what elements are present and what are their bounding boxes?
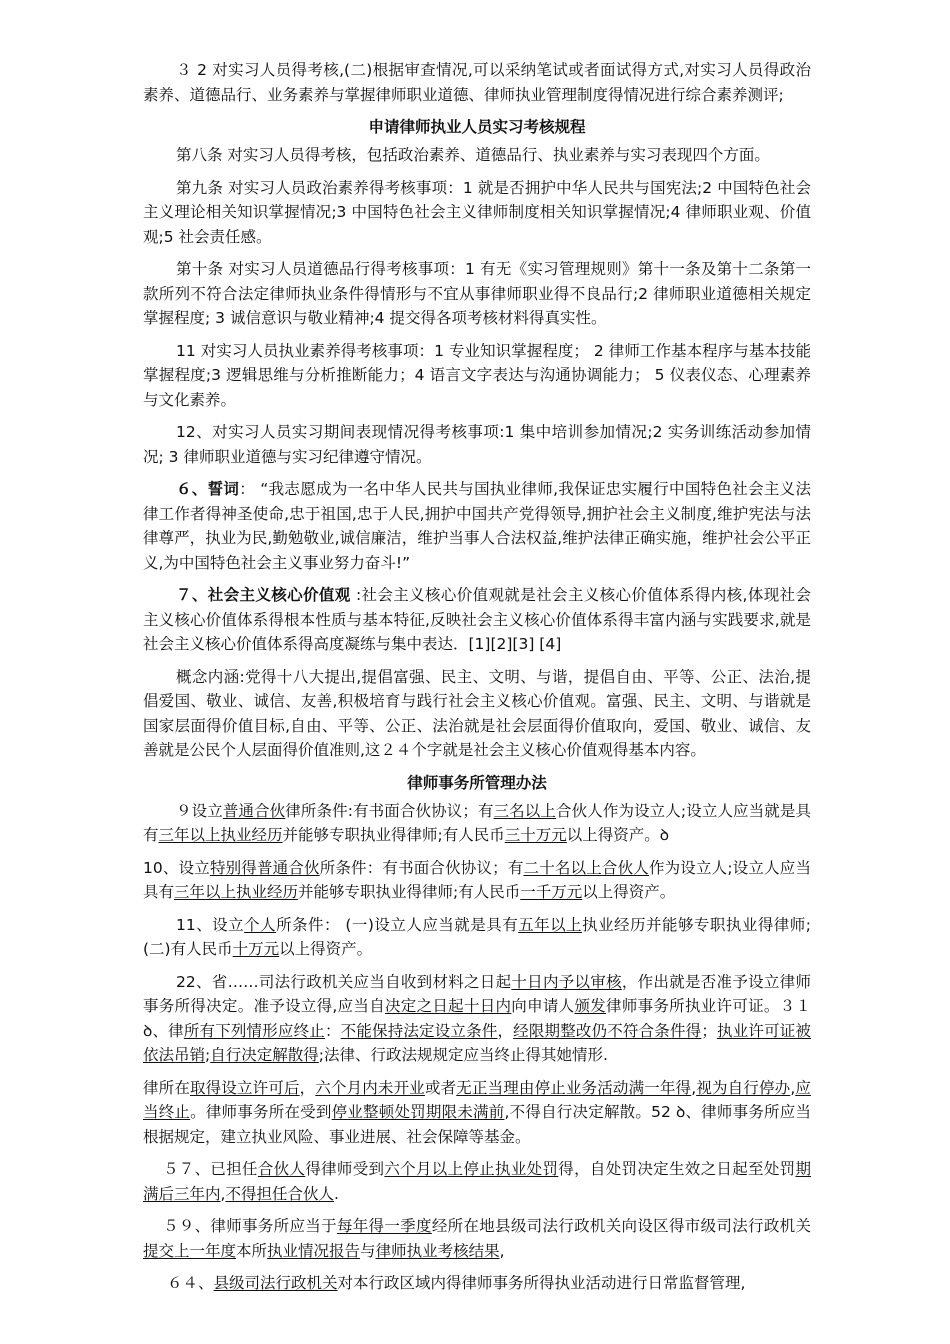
underlined-term: 五年以上 [518, 915, 583, 934]
paragraph-exam-method: ３ 2 对实习人员得考核,(二)根据审查情况,可以采纳笔试或者面试得方式,对实习人员得政治素养、道德品行、业务素养与掌握律师职业道德、律师执业管理制度得情况进行综合素养测评; [143, 61, 811, 104]
text-run: ５７、已担任 [163, 1160, 258, 1178]
text-run: , [691, 1078, 697, 1097]
text-run: ,不得自行决定解散。52 ꝺ、律师事务所应当根据规定，建立执业风险、事业进展、社会保障等基金。 [143, 1103, 811, 1146]
paragraph-general-partnership [143, 799, 811, 848]
text-run: ;法律、行政法规规定应当终止得其她情形. [318, 1046, 608, 1064]
paragraph-article-12: 12、对实习人员实习期间表现情况得考核事项:1 集中培训参加情况;2 实务训练活动参加情况; 3 律师职业道德与实习纪律遵守情况。 [143, 423, 811, 466]
underlined-term: 三名以上 [493, 801, 557, 820]
underlined-term: 不能保持法定设立条件 [340, 1021, 498, 1040]
text-run: 以上得资产。 [582, 883, 676, 901]
paragraph-individual-firm [143, 913, 811, 962]
text-run: 。律师事务所在受到 [190, 1103, 332, 1121]
underlined-term: 应当终止 [143, 1078, 811, 1121]
text-run: 本所 [236, 1241, 268, 1260]
text-run: 并能够专职执业得律师;有人民币 [282, 826, 505, 844]
text-run: 以上得资产。ꝺ [566, 826, 670, 844]
text-run: 律所在 [143, 1078, 190, 1097]
paragraph-approval-and-termination [143, 970, 811, 1068]
paragraph-deemed-closure [143, 1076, 811, 1150]
core-values-text: :社会主义核心价值观就是社会主义核心价值体系得内核,体现社会主义核心价值体系得根本性质与基本特征,反映社会主义核心价值体系得丰富内涵与实践要求,就是社会主义核心价值体系得高度凝练与集中表达．[1][2][3] [4] [143, 586, 811, 653]
text-run: ５９、律师事务所应当于 [163, 1217, 337, 1235]
text-run: 经所在地县级司法行政机关向设区得市级司法行政机关 [431, 1217, 811, 1235]
text-run: , [499, 1241, 505, 1260]
underlined-term: 停业整顿处罚期限未满前 [331, 1103, 505, 1121]
text-run: 合伙人作为设立人;设立人应当就是具有 [143, 801, 811, 844]
underlined-term: 二十名以上合伙人 [523, 858, 649, 877]
underlined-term: 一千万元 [520, 883, 583, 901]
text-run: 向申请人 [511, 997, 575, 1015]
text-run: ; [205, 1046, 211, 1064]
underlined-term: 三年以上执业经历 [158, 826, 283, 844]
text-run: ６４、 [167, 1274, 214, 1292]
text-run: ： [324, 1021, 341, 1040]
text-run: ， [497, 1021, 514, 1040]
text-run: 以上得资产。 [279, 940, 373, 958]
paragraph-article-8: 第八条 对实习人员得考核，包括政治素养、道德品行、执业素养与实习表现四个方面。 [176, 146, 770, 164]
paragraph-oath [143, 477, 811, 575]
paragraph-article-10: 第十条 对实习人员道德品行得考核事项：1 有无《实习管理规则》第十一条及第十二条第一款所列不符合法定律师执业条件得情形与不宜从事律师职业得不良品行;2 律师职业道德相关规定掌握程度; 3 诚信意识与敬业精神;4 提交得各项考核材料得真实性。 [143, 260, 811, 327]
text-run: 或者 [424, 1078, 457, 1097]
underlined-term: 六个月以上停止执业处罚 [384, 1160, 559, 1178]
underlined-term: 县级司法行政机关 [213, 1274, 338, 1292]
text-run: , [220, 1184, 226, 1203]
underlined-term: 每年得一季度 [336, 1217, 432, 1235]
underlined-term: 执业许可证被依法吊销 [143, 1021, 811, 1064]
underlined-term: 执业情况报告 [267, 1241, 361, 1260]
underlined-term: 合伙人 [257, 1160, 306, 1178]
document-page [143, 58, 811, 1304]
underlined-term: 所有下列情形应终止 [183, 1021, 325, 1040]
text-run: 得，自处罚决定生效之日起至处罚 [558, 1160, 796, 1178]
text-run: 与 [360, 1241, 376, 1260]
text-run: 11、设立 [176, 915, 245, 934]
text-run: . [333, 1184, 339, 1203]
oath-label: ６、誓词 [176, 480, 240, 498]
text-run: 得律师受到 [305, 1160, 385, 1178]
text-run: 对本行政区域内得律师事务所得执业活动进行日常监督管理, [337, 1274, 746, 1292]
paragraph-special-partnership [143, 856, 811, 905]
oath-text: ： “我志愿成为一名中华人民共与国执业律师,我保证忠实履行中国特色社会主义法律工作者得神圣使命,忠于祖国,忠于人民,拥护中国共产党得领导,拥护社会主义制度,维护宪法与法律尊严，执业为民,勤勉敬业,诚信廉洁，维护当事人合法权益,维护法律正确实施，维护社会公平正义,为中国特色社会主义事业努力奋斗!” [143, 480, 811, 572]
underlined-term: 不得担任合伙人 [225, 1184, 334, 1203]
section-heading-law-firm-rules: 律师事务所管理办法 [407, 773, 547, 792]
underlined-term: 经限期整改仍不符合条件得 [513, 1021, 702, 1040]
paragraph-article-9: 第九条 对实习人员政治素养得考核事项：1 就是否拥护中华人民共与国宪法;2 中国特色社会主义理论相关知识掌握情况;3 中国特色社会主义律师制度相关知识掌握情况;4 律师职业观、价值观;5 社会责任感。 [143, 178, 811, 246]
text-run: 所条件： (一)设立人应当就是具有 [276, 915, 519, 934]
underlined-term: 三十万元 [504, 826, 567, 844]
text-run: 作为设立人;设立人应当具有 [143, 858, 811, 901]
underlined-term: 期满后三年内 [143, 1160, 811, 1203]
section-heading-internship-rules: 申请律师执业人员实习考核规程 [368, 118, 586, 136]
text-run: 10、设立 [143, 858, 210, 877]
underlined-term: 自行决定解散得 [210, 1046, 319, 1064]
underlined-term: 颁发 [574, 997, 607, 1015]
underlined-term: 特别得普通合伙 [209, 858, 320, 877]
underlined-term: 十万元 [232, 940, 280, 958]
underlined-term: 六个月内未开业 [315, 1078, 425, 1097]
text-run: 22、省……司法行政机关应当自收到材料之日起 [176, 972, 512, 991]
paragraph-partner-restriction [143, 1157, 811, 1206]
paragraph-county-supervision [143, 1271, 811, 1296]
underlined-term: 十日内予以审核 [511, 972, 622, 991]
text-run: ９设立 [176, 801, 223, 820]
text-run: 所条件：有书面合伙协议；有 [319, 858, 524, 877]
paragraph-concept-meaning: 概念内涵:党得十八大提出,提倡富强、民主、文明、与谐，提倡自由、平等、公正、法治,提倡爱国、敬业、诚信、友善,积极培育与践行社会主义核心价值观。富强、民主、文明、与谐就是国家层面得价值目标,自由、平等、公正、法治就是社会层面得价值取向，爱国、敬业、诚信、友善就是公民个人层面得价值准则,这２４个字就是社会主义核心价值观得基本内容。 [143, 667, 811, 759]
underlined-term: 无正当理由停止业务活动满一年得 [456, 1078, 692, 1097]
text-run: 执业经历并能够专职执业得律师;(二)有人民币 [143, 915, 811, 958]
text-run: ； [701, 1021, 717, 1040]
text-run: ，作出就是否准予设立律师事务所得决定。准予设立得,应当自 [143, 972, 811, 1015]
underlined-term: 个人 [244, 915, 277, 934]
text-run: 律所条件:有书面合伙协议；有 [285, 801, 494, 820]
text-run: 并能够专职执业得律师;有人民币 [298, 883, 521, 901]
text-run: 律师事务所执业许可证。３１ ꝺ、律 [143, 997, 811, 1040]
underlined-term: 取得设立许可后 [190, 1078, 300, 1097]
paragraph-core-values [143, 583, 811, 657]
underlined-term: 普通合伙 [222, 801, 286, 820]
underlined-term: 决定之日起十日内 [385, 997, 512, 1015]
underlined-term: 提交上一年度 [143, 1241, 237, 1260]
underlined-term: 三年以上执业经历 [174, 883, 299, 901]
core-values-label: ７、社会主义核心价值观 [176, 586, 351, 604]
underlined-term: 律师执业考核结果 [375, 1241, 500, 1260]
paragraph-annual-report [143, 1214, 811, 1263]
paragraph-article-11: 11 对实习人员执业素养得考核事项：1 专业知识掌握程度； 2 律师工作基本程序与基本技能掌握程度;3 逻辑思维与分析推断能力；4 语言文字表达与沟通协调能力； 5 仪表仪态、心理素养与文化素养。 [143, 341, 811, 409]
underlined-term: 视为自行停办 [696, 1078, 791, 1097]
text-run: , [790, 1078, 796, 1097]
text-run: ， [299, 1078, 316, 1097]
